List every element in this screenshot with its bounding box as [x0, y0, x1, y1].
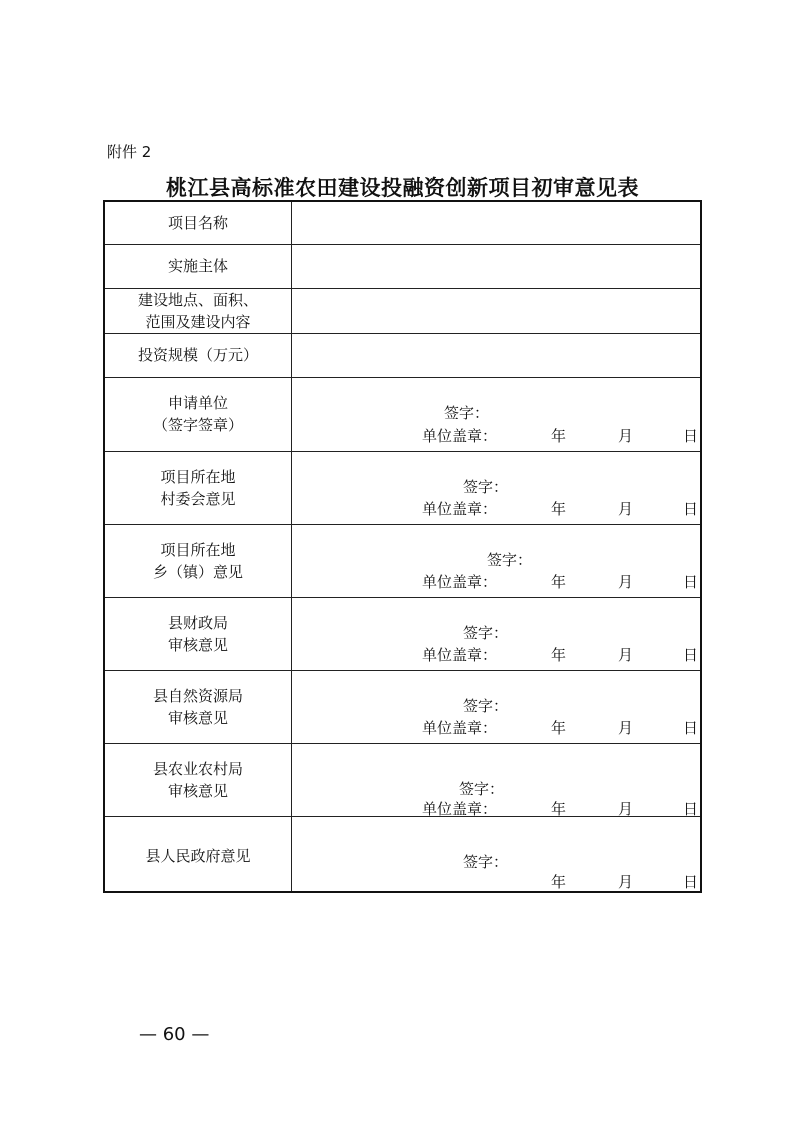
label-village [104, 451, 292, 524]
seal-label: 单位盖章： [422, 718, 498, 737]
label-natural-resources [104, 670, 292, 743]
seal-label: 单位盖章： [422, 645, 498, 664]
signature-cell-government[interactable] [292, 816, 702, 892]
seal-label: 单位盖章： [422, 572, 498, 591]
month-label: 月 [618, 499, 634, 518]
row-applicant [104, 377, 701, 451]
label-line1: 项目所在地 [160, 467, 236, 486]
label-investment: 投资规模（万元） [104, 333, 292, 377]
row-township [104, 524, 701, 597]
input-implementer[interactable] [292, 244, 702, 288]
month-label: 月 [618, 799, 634, 818]
label-line2: 审核意见 [167, 708, 228, 727]
sign-label: 签字： [444, 403, 490, 422]
day-label: 日 [683, 718, 699, 737]
year-label: 年 [551, 572, 567, 591]
label-line2: 审核意见 [167, 781, 228, 800]
day-label: 日 [683, 872, 699, 891]
label-line2: 审核意见 [167, 635, 228, 654]
label-location-line1: 建设地点、面积、 [137, 290, 258, 309]
year-label: 年 [551, 799, 567, 818]
input-investment[interactable] [292, 333, 702, 377]
year-label: 年 [551, 718, 567, 737]
row-investment [104, 333, 701, 377]
label-finance-bureau [104, 597, 292, 670]
label-implementer: 实施主体 [104, 244, 292, 288]
year-label: 年 [551, 499, 567, 518]
year-label: 年 [551, 872, 567, 891]
year-label: 年 [551, 426, 567, 445]
month-label: 月 [618, 426, 634, 445]
label-line1: 申请单位 [167, 394, 228, 412]
month-label: 月 [618, 645, 634, 664]
input-project-name[interactable] [292, 201, 702, 244]
label-line1: 县农业农村局 [152, 759, 243, 778]
label-line2: 乡（镇）意见 [152, 562, 243, 581]
signature-cell-finance[interactable] [292, 597, 702, 670]
page-number: — 60 — [139, 1024, 210, 1045]
signature-cell-natural-resources[interactable] [292, 670, 702, 743]
label-line1: 县财政局 [167, 613, 228, 632]
attachment-label: 附件 2 [107, 143, 152, 161]
day-label: 日 [683, 572, 699, 591]
month-label: 月 [618, 572, 634, 591]
day-label: 日 [683, 426, 699, 445]
review-form-table [103, 200, 702, 893]
label-county-government: 县人民政府意见 [104, 816, 292, 892]
signature-cell-applicant[interactable] [292, 377, 702, 451]
form-title: 桃江县高标准农田建设投融资创新项目初审意见表 [166, 176, 639, 200]
row-county-government [104, 816, 701, 892]
row-location [104, 288, 701, 333]
sign-label: 签字： [487, 550, 533, 569]
row-project-name [104, 201, 701, 244]
month-label: 月 [618, 872, 634, 891]
seal-label: 单位盖章： [422, 799, 498, 818]
day-label: 日 [683, 799, 699, 818]
sign-label: 签字： [463, 696, 509, 715]
sign-label: 签字： [463, 477, 509, 496]
row-finance-bureau [104, 597, 701, 670]
seal-label: 单位盖章： [422, 426, 498, 445]
row-village [104, 451, 701, 524]
label-line2: （签字签章） [152, 416, 243, 434]
label-township [104, 524, 292, 597]
label-line1: 县自然资源局 [152, 686, 243, 705]
label-location [104, 288, 292, 333]
label-line1: 项目所在地 [160, 540, 236, 559]
label-agriculture [104, 743, 292, 816]
row-agriculture-bureau [104, 743, 701, 816]
input-location[interactable] [292, 288, 702, 333]
row-implementer [104, 244, 701, 288]
signature-cell-township[interactable] [292, 524, 702, 597]
sign-label: 签字： [463, 852, 509, 871]
label-project-name: 项目名称 [104, 201, 292, 244]
label-applicant [104, 377, 292, 451]
signature-cell-agriculture[interactable] [292, 743, 702, 816]
label-line2: 村委会意见 [160, 489, 236, 508]
signature-cell-village[interactable] [292, 451, 702, 524]
sign-label: 签字： [463, 623, 509, 642]
year-label: 年 [551, 645, 567, 664]
day-label: 日 [683, 645, 699, 664]
seal-label: 单位盖章： [422, 499, 498, 518]
day-label: 日 [683, 499, 699, 518]
row-natural-resources-bureau [104, 670, 701, 743]
month-label: 月 [618, 718, 634, 737]
sign-label: 签字： [459, 779, 505, 798]
label-location-line2: 范围及建设内容 [145, 312, 251, 331]
